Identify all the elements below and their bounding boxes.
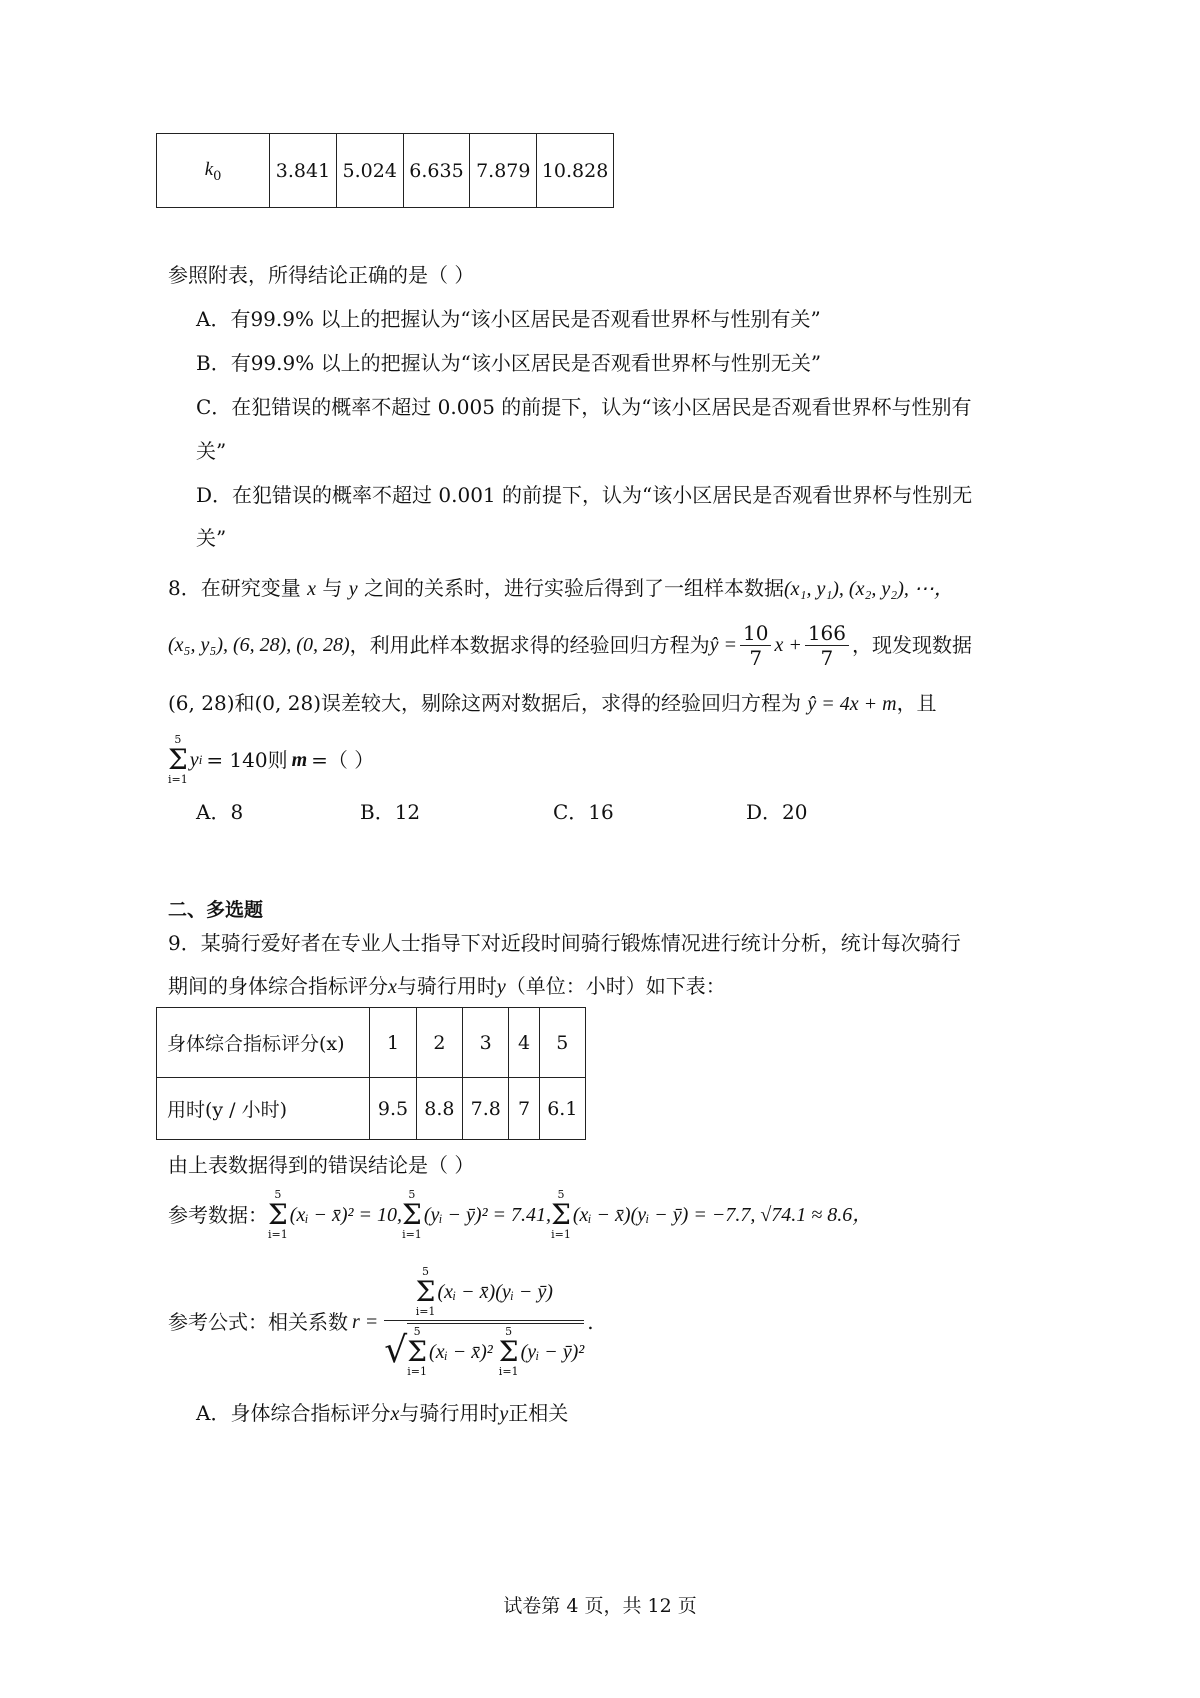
sum-upper-limit: 5	[408, 1188, 416, 1201]
reference-formula-label: 参考公式：相关系数	[168, 1310, 348, 1334]
table-cell: 4	[509, 1008, 539, 1078]
q8-option-c: C．16	[553, 800, 614, 824]
riding-data-table	[156, 1007, 586, 1140]
k-subscript: 0	[213, 168, 222, 184]
summation-sign	[407, 1326, 427, 1378]
sigma-symbol: Σ	[168, 743, 188, 776]
sum-lower-limit: i=1	[407, 1365, 427, 1378]
table-row	[157, 134, 614, 208]
table-cell: 6.1	[539, 1078, 585, 1140]
q9-reference-data	[168, 1188, 872, 1242]
q9-text: （单位：小时）如下表：	[505, 974, 726, 998]
var-x: x	[390, 1403, 400, 1425]
fraction-denominator: 7	[820, 645, 834, 670]
q8-text: ，现发现数据	[852, 633, 973, 657]
regression-yhat: ŷ =	[709, 634, 737, 656]
denominator-sxx: (xᵢ − x̄)²	[429, 1341, 493, 1363]
q9-text: 与骑行用时	[396, 974, 497, 998]
sum-lower-limit: i=1	[551, 1228, 571, 1241]
table-cell: 9.5	[370, 1078, 416, 1140]
table-cell-label: 用时(y / 小时)	[157, 1078, 370, 1140]
formula-period: .	[587, 1310, 594, 1334]
table-cell: 7.8	[463, 1078, 509, 1140]
fraction-numerator: 10	[740, 621, 771, 646]
q8-text: ，利用此样本数据求得的经验回归方程为	[349, 633, 710, 657]
table-cell: 7	[509, 1078, 539, 1140]
sum-lower-limit: i=1	[498, 1365, 519, 1378]
sum-upper-limit: 5	[557, 1188, 565, 1201]
sum-lower-limit: i=1	[168, 773, 188, 786]
sum-syy: (yᵢ − ȳ)² = 7.41,	[423, 1204, 552, 1226]
sum-upper-limit: 5	[505, 1325, 513, 1338]
fraction-10-7	[740, 621, 771, 670]
sum-value: = 140	[206, 748, 268, 772]
q8-text: 和	[234, 691, 255, 715]
q9-text: 正相关	[508, 1401, 569, 1425]
var-x: x	[307, 578, 316, 600]
critical-value-table	[156, 133, 614, 208]
table-cell: 10.828	[537, 134, 614, 208]
var-y: y	[348, 578, 358, 600]
sigma-symbol: Σ	[498, 1335, 519, 1368]
fraction-numerator: 166	[805, 621, 849, 646]
var-y: y	[499, 1403, 509, 1425]
q8-text: 8．在研究变量	[168, 576, 301, 600]
table-cell: 2	[416, 1008, 462, 1078]
sum-lower-limit: i=1	[268, 1228, 288, 1241]
q8-line1	[168, 575, 954, 602]
summation-sign	[402, 1189, 422, 1241]
table-cell: 5.024	[336, 134, 403, 208]
q8-text: 则	[267, 748, 288, 772]
sum-upper-limit: 5	[274, 1188, 282, 1201]
table-row	[157, 1078, 586, 1140]
table-cell: 7.879	[470, 134, 537, 208]
table-cell: 6.635	[403, 134, 470, 208]
q8-text: 与	[322, 576, 343, 600]
sigma-symbol: Σ	[551, 1198, 571, 1231]
q8-text: 误差较大，剔除这两对数据后，求得的经验回归方程为	[321, 691, 801, 715]
q7-option-c-line1: C．在犯错误的概率不超过 0.005 的前提下，认为“该小区居民是否观看世界杯与性别有	[196, 395, 972, 419]
sample-data-points: (x₁, y₁), (x₂, y₂), ⋯，	[783, 578, 954, 600]
q7-option-d-line1: D．在犯错误的概率不超过 0.001 的前提下，认为“该小区居民是否观看世界杯与性别无	[196, 483, 973, 507]
sum-sxx: (xᵢ − x̄)² = 10,	[289, 1204, 403, 1226]
page-footer: 试卷第 4 页，共 12 页	[503, 1595, 697, 1617]
q9-line2	[168, 973, 726, 1000]
q8-text: 之间的关系时，进行实验后得到了一组样本数据	[363, 576, 784, 600]
var-y: y	[496, 976, 506, 998]
sum-sxy: (xᵢ − x̄)(yᵢ − ȳ) = −7.7, √74.1 ≈ 8.6，	[572, 1204, 873, 1226]
new-regression-equation: ŷ = 4x + m	[807, 693, 897, 715]
answer-blank: =（ ）	[311, 748, 375, 772]
var-m: m	[291, 749, 308, 771]
correlation-r: r =	[352, 1311, 379, 1333]
summation-sign	[499, 1326, 519, 1378]
sum-upper-limit: 5	[422, 1265, 430, 1278]
sigma-symbol: Σ	[402, 1198, 422, 1231]
sum-lower-limit: i=1	[415, 1305, 436, 1318]
q8-option-b: B．12	[360, 800, 421, 824]
numerator-expression: (xᵢ − x̄)(yᵢ − ȳ)	[437, 1281, 553, 1303]
q8-option-d: D．20	[746, 800, 808, 824]
q8-option-a: A．8	[196, 800, 244, 824]
table-cell: 8.8	[416, 1078, 462, 1140]
summation-sign	[268, 1189, 288, 1241]
summation-sign	[551, 1189, 571, 1241]
q8-line4	[168, 735, 374, 785]
sigma-symbol: Σ	[407, 1335, 428, 1368]
denominator-syy: (yᵢ − ȳ)²	[520, 1341, 585, 1363]
q7-option-d-line2: 关”	[196, 526, 227, 550]
formula-denominator	[384, 1321, 584, 1378]
q7-stem: 参照附表，所得结论正确的是（ ）	[168, 263, 475, 287]
sigma-symbol: Σ	[268, 1198, 288, 1231]
fraction-denominator: 7	[749, 645, 763, 670]
table-cell: 5	[539, 1008, 585, 1078]
q9-option-a	[196, 1400, 568, 1427]
data-point: (0, 28)	[254, 691, 321, 715]
sample-data-points: (x₅, y₅), (6, 28), (0, 28)	[168, 634, 350, 656]
q9-stem: 由上表数据得到的错误结论是（ ）	[168, 1153, 475, 1177]
table-cell: 3	[463, 1008, 509, 1078]
q7-option-a: A．有99.9% 以上的把握认为“该小区居民是否观看世界杯与性别有关”	[196, 307, 821, 331]
q8-line3	[168, 690, 937, 717]
reference-data-label: 参考数据：	[168, 1203, 268, 1227]
summation-sign	[168, 734, 188, 786]
sum-lower-limit: i=1	[402, 1228, 422, 1241]
q9-text: 与骑行用时	[399, 1401, 500, 1425]
var-x: x	[388, 976, 397, 998]
table-cell-label	[157, 134, 270, 208]
summation-sign	[416, 1266, 436, 1318]
sigma-symbol: Σ	[415, 1275, 436, 1308]
q9-reference-formula	[168, 1262, 594, 1382]
table-cell: 3.841	[270, 134, 337, 208]
subscript-i: i	[198, 752, 203, 767]
q9-text: 期间的身体综合指标评分	[168, 974, 388, 998]
sum-upper-limit: 5	[174, 733, 182, 746]
sum-upper-limit: 5	[413, 1325, 421, 1338]
formula-numerator	[384, 1266, 584, 1321]
section-heading: 二、多选题	[168, 899, 264, 921]
q9-line1: 9．某骑行爱好者在专业人士指导下对近段时间骑行锻炼情况进行统计分析，统计每次骑行	[168, 931, 961, 955]
q8-text: ，且	[896, 691, 937, 715]
var-y: y	[189, 749, 199, 771]
sqrt-contents	[407, 1323, 584, 1378]
table-cell-label: 身体综合指标评分(x)	[157, 1008, 370, 1078]
q9-text: A．身体综合指标评分	[196, 1401, 391, 1425]
fraction-166-7	[805, 621, 849, 670]
q8-line2	[168, 620, 972, 670]
table-cell: 1	[370, 1008, 416, 1078]
table-row	[157, 1008, 586, 1078]
k-symbol: k	[204, 158, 214, 180]
correlation-formula-fraction	[384, 1266, 584, 1378]
data-point: (6, 28)	[168, 691, 235, 715]
sqrt-icon: √	[384, 1329, 408, 1371]
q7-option-b: B．有99.9% 以上的把握认为“该小区居民是否观看世界杯与性别无关”	[196, 351, 822, 375]
q7-option-c-line2: 关”	[196, 439, 227, 463]
regression-x-term: x +	[774, 634, 802, 656]
